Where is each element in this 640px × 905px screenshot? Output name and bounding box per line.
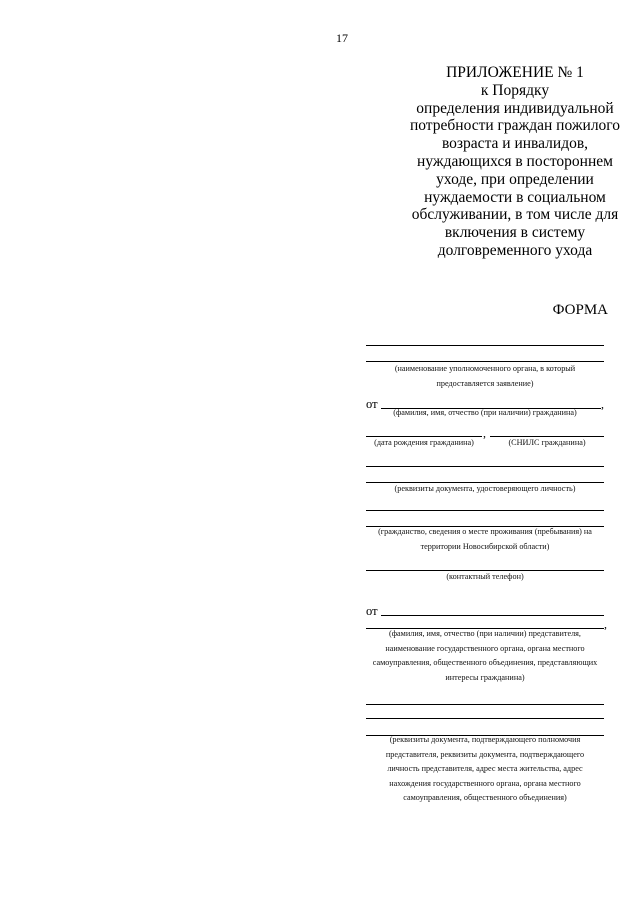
snils-caption: (СНИЛС гражданина) — [508, 438, 586, 447]
caption-line: (фамилия, имя, отчество (при наличии) представителя, — [389, 629, 581, 638]
birthdate-caption: (дата рождения гражданина) — [374, 438, 474, 447]
appendix-line: включения в систему — [444, 224, 586, 242]
representative-doc-line-1[interactable] — [366, 704, 604, 705]
caption-line: нахождения государственного органа, органа местного — [389, 778, 581, 788]
caption-line: личность представителя, адрес места жительства, адрес — [387, 764, 583, 773]
caption-line: (реквизиты документа, подтверждающего полномочия — [389, 735, 581, 744]
form-label: ФОРМА — [552, 302, 608, 318]
citizen-name-caption: (фамилия, имя, отчество (при наличии) гражданина) — [393, 408, 577, 417]
caption-line: самоуправления, общественного объединения, представляющих — [372, 658, 598, 667]
caption-line: предоставляется заявление) — [436, 378, 534, 388]
caption-line: представителя, реквизиты документа, подтверждающего — [385, 749, 585, 759]
appendix-line: уходе, при определении — [436, 170, 594, 188]
authority-caption — [366, 362, 604, 391]
caption-line: (наименование уполномоченного органа, в который — [394, 364, 576, 373]
appendix-line: нуждаемости в социальном — [424, 188, 606, 206]
page-number: 17 — [336, 31, 348, 45]
appendix-line: ПРИЛОЖЕНИЕ № 1 — [446, 64, 584, 81]
comma: , — [601, 397, 604, 411]
caption-line: интересы гражданина) — [445, 672, 525, 682]
from-label: от — [366, 604, 378, 618]
appendix-line: определения индивидуальной — [416, 99, 614, 117]
appendix-line: потребности граждан пожилого — [409, 117, 621, 135]
from-label: от — [366, 397, 378, 411]
authority-line-1[interactable] — [366, 345, 604, 346]
citizenship-caption — [366, 525, 604, 554]
caption-line: наименование государственного органа, органа местного — [385, 643, 585, 653]
appendix-header — [395, 64, 635, 260]
caption-line: территории Новосибирской области) — [420, 541, 550, 551]
representative-doc-caption — [366, 733, 604, 806]
comma: , — [604, 617, 607, 631]
identity-doc-line-1[interactable] — [366, 466, 604, 467]
citizenship-line-1[interactable] — [366, 510, 604, 511]
caption-line: самоуправления, общественного объединения) — [403, 793, 567, 802]
caption-line: (гражданство, сведения о месте проживания (пребывания) на — [378, 527, 592, 536]
comma: , — [483, 426, 486, 440]
representative-caption — [366, 627, 604, 685]
representative-doc-line-2[interactable] — [366, 718, 604, 719]
appendix-line: к Порядку — [480, 81, 550, 99]
appendix-line: долговременного ухода — [437, 241, 593, 259]
appendix-line: обслуживании, в том числе для — [411, 206, 619, 224]
identity-doc-caption: (реквизиты документа, удостоверяющего личность) — [394, 484, 576, 493]
appendix-line: нуждающихся в постороннем — [417, 152, 613, 170]
representative-line-1[interactable] — [381, 615, 604, 616]
appendix-line: возраста и инвалидов, — [441, 135, 589, 153]
phone-caption: (контактный телефон) — [446, 572, 524, 581]
